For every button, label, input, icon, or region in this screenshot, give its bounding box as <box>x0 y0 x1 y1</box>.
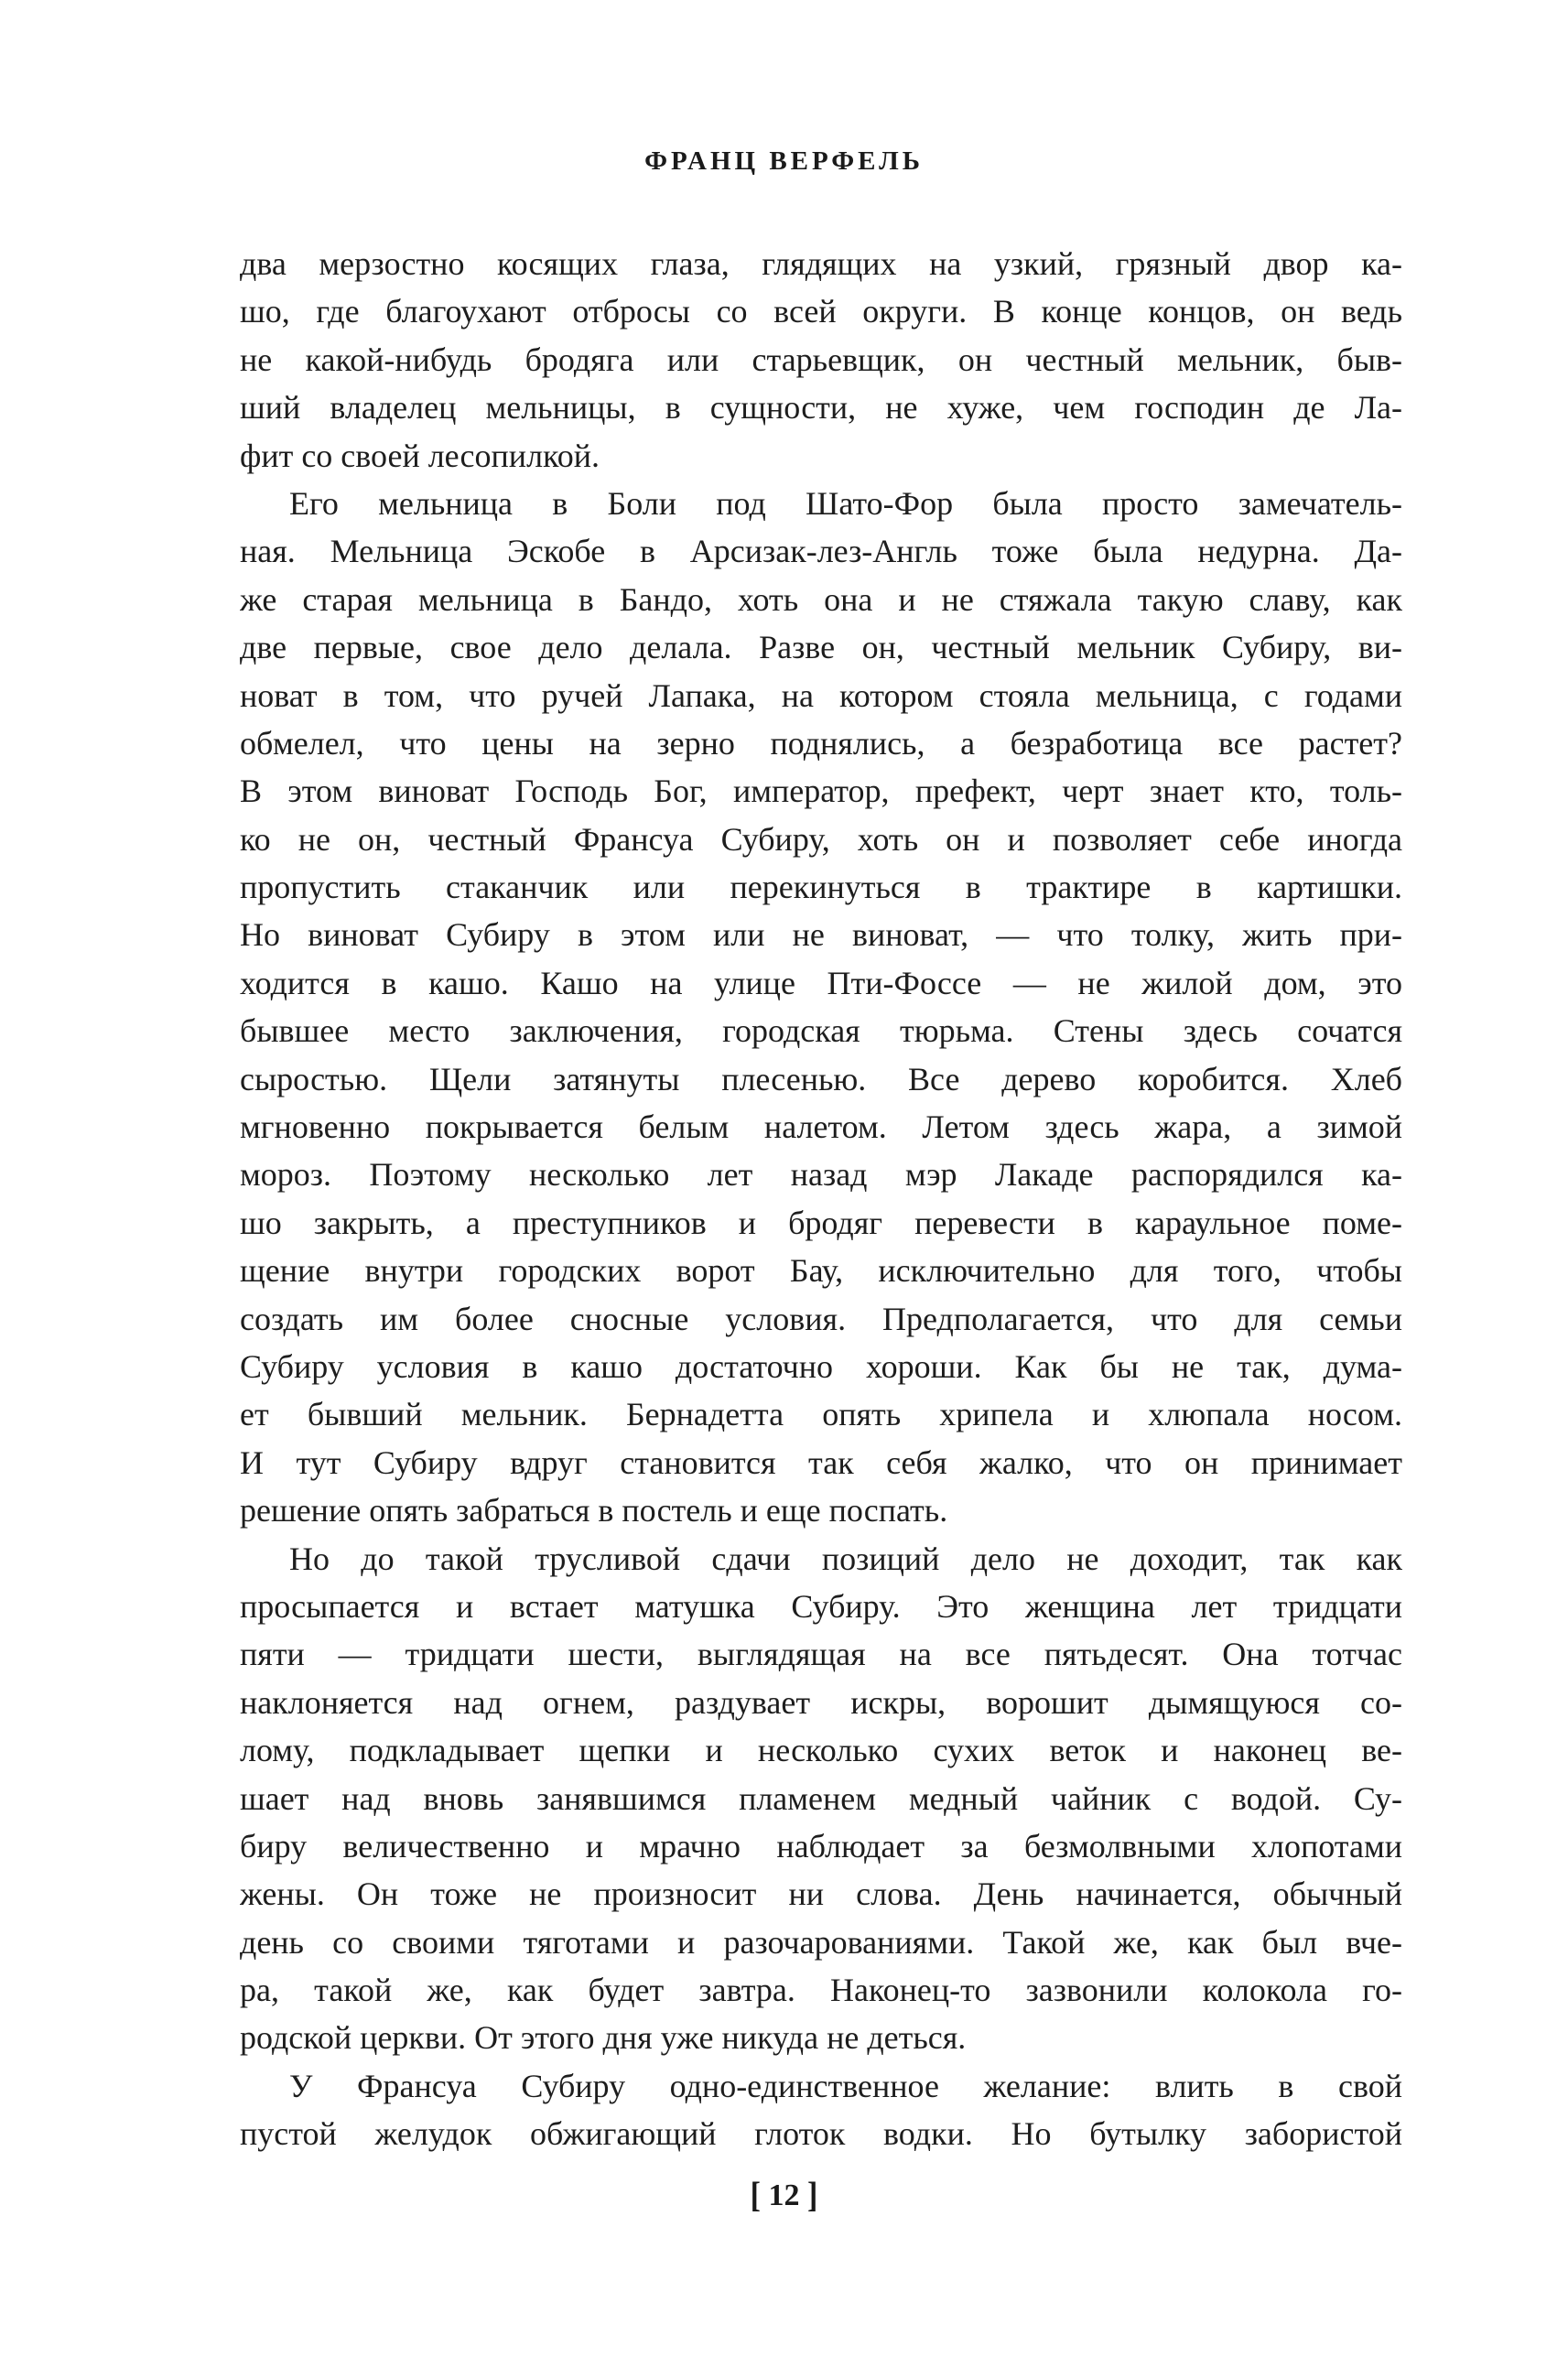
text-line: две первые, свое дело делала. Разве он, честный мельник Субиру, ви- <box>240 629 1402 666</box>
text-line: ший владелец мельницы, в сущности, не хуже, чем господин де Ла- <box>240 389 1402 427</box>
text-line: мороз. Поэтому несколько лет назад мэр Лакаде распорядился ка- <box>240 1156 1402 1194</box>
running-header: ФРАНЦ ВЕРФЕЛЬ <box>644 146 924 176</box>
text-line: В этом виноват Господь Бог, император, префект, черт знает кто, толь- <box>240 773 1402 810</box>
text-line: пропустить стаканчик или перекинуться в трактире в картишки. <box>240 869 1402 906</box>
text-line: два мерзостно косящих глаза, глядящих на узкий, грязный двор ка- <box>240 245 1402 282</box>
text-line: шо, где благоухают отбросы со всей округи. В конце концов, он ведь <box>240 293 1402 330</box>
text-line: жены. Он тоже не произносит ни слова. День начинается, обычный <box>240 1875 1402 1913</box>
text-line: пяти — тридцати шести, выглядящая на все пятьдесят. Она тотчас <box>240 1636 1402 1673</box>
text-line: день со своими тяготами и разочарованиями. Такой же, как был вче- <box>240 1923 1402 1961</box>
text-line: У Франсуа Субиру одно-единственное желание: влить в свой <box>289 2067 1402 2104</box>
text-line: щение внутри городских ворот Бау, исключительно для того, чтобы <box>240 1252 1402 1290</box>
text-line: фит со своей лесопилкой. <box>240 437 600 474</box>
text-line: пустой желудок обжигающий глоток водки. Но бутылку забористой <box>240 2115 1402 2153</box>
text-line: шо закрыть, а преступников и бродяг перевести в караульное поме- <box>240 1204 1402 1241</box>
text-line: Но виноват Субиру в этом или не виноват, — что толку, жить при- <box>240 916 1402 954</box>
text-line: Субиру условия в кашо достаточно хороши. Как бы не так, дума- <box>240 1347 1402 1385</box>
text-line: биру величественно и мрачно наблюдает за безмолвными хлопотами <box>240 1827 1402 1865</box>
text-line: И тут Субиру вдруг становится так себя жалко, что он принимает <box>240 1443 1402 1481</box>
text-line: ходится в кашо. Кашо на улице Пти-Фоссе — не жилой дом, это <box>240 964 1402 1001</box>
text-line: мгновенно покрывается белым налетом. Летом здесь жара, а зимой <box>240 1108 1402 1146</box>
text-line: лому, подкладывает щепки и несколько сухих веток и наконец ве- <box>240 1732 1402 1769</box>
page-number-footer <box>0 2178 1568 2213</box>
folio-bracket-open: [ <box>750 2176 761 2215</box>
text-line: бывшее место заключения, городская тюрьма. Стены здесь сочатся <box>240 1012 1402 1050</box>
text-line: наклоняется над огнем, раздувает искры, ворошит дымящуюся со- <box>240 1683 1402 1721</box>
text-line: не какой-нибудь бродяга или старьевщик, он честный мельник, быв- <box>240 340 1402 378</box>
text-line: ко не он, честный Франсуа Субиру, хоть он и позволяет себе иногда <box>240 820 1402 858</box>
text-line: просыпается и встает матушка Субиру. Это женщина лет тридцати <box>240 1587 1402 1625</box>
text-line: родской церкви. От этого дня уже никуда не деться. <box>240 2019 967 2057</box>
text-line: же старая мельница в Бандо, хоть она и не стяжала такую славу, как <box>240 580 1402 618</box>
text-line: шает над вновь занявшимся пламенем медный чайник с водой. Су- <box>240 1779 1402 1817</box>
text-line: Но до такой трусливой сдачи позиций дело не доходит, так как <box>289 1540 1402 1577</box>
text-line: ра, такой же, как будет завтра. Наконец-то зазвонили колокола го- <box>240 1972 1402 2009</box>
page-number: 12 <box>768 2178 800 2212</box>
folio-bracket-close: ] <box>807 2176 818 2215</box>
text-line: решение опять забраться в постель и еще поспать. <box>240 1492 948 1529</box>
text-line: обмелел, что цены на зерно поднялись, а безработица все растет? <box>240 724 1402 762</box>
text-line: создать им более сносные условия. Предполагается, что для семьи <box>240 1300 1402 1337</box>
body-text <box>240 240 1402 2158</box>
text-line: новат в том, что ручей Лапака, на котором стояла мельница, с годами <box>240 676 1402 714</box>
text-line: ет бывший мельник. Бернадетта опять хрипела и хлюпала носом. <box>240 1396 1402 1433</box>
text-line: ная. Мельница Эскобе в Арсизак-лез-Англь тоже была недурна. Да- <box>240 533 1402 570</box>
text-line: сыростью. Щели затянуты плесенью. Все дерево коробится. Хлеб <box>240 1060 1402 1097</box>
text-line: Его мельница в Боли под Шато-Фор была просто замечатель- <box>289 484 1402 522</box>
